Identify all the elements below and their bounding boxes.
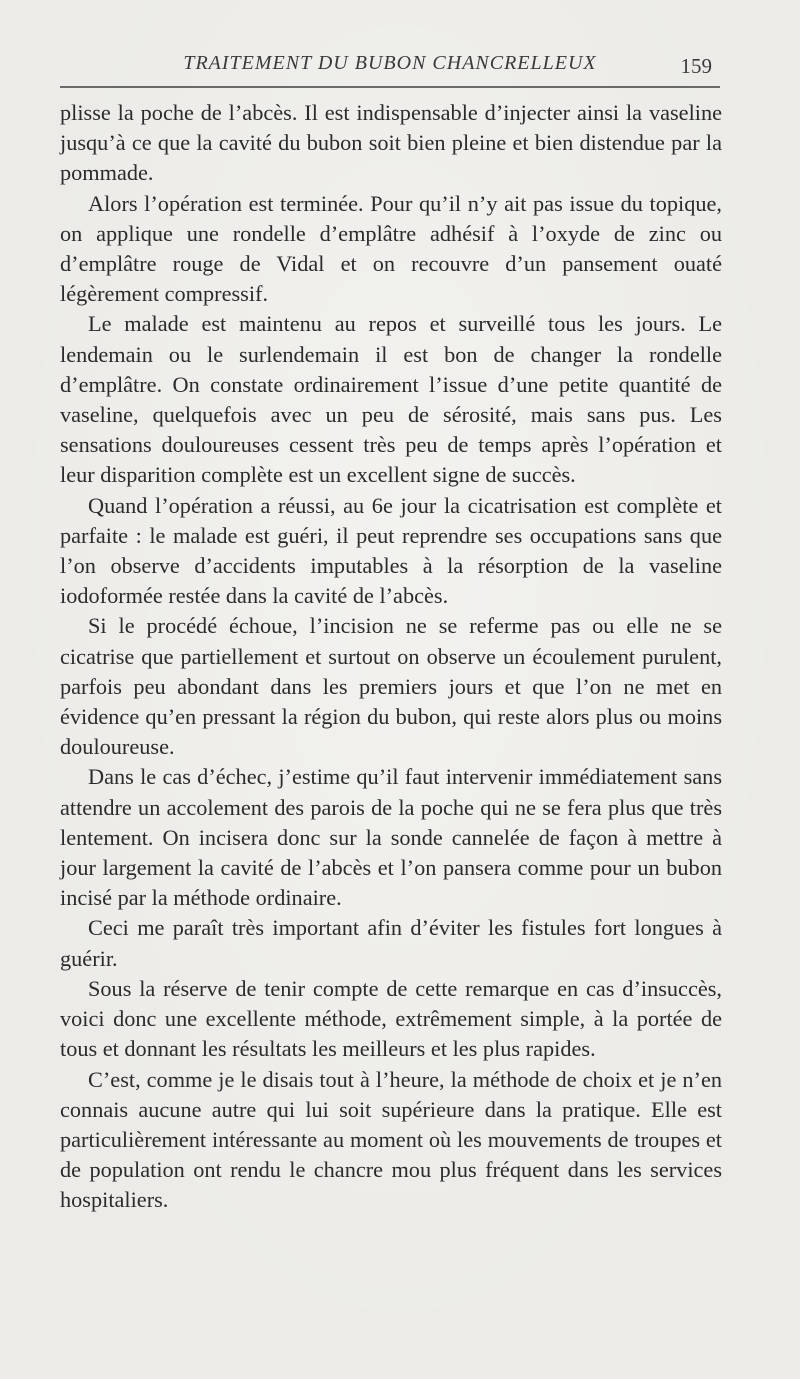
paragraph-operation-end: Alors l’opération est terminée. Pour qu’il n’y ait pas issue du topique, on applique une rondelle d’emplâtre adhésif à l’oxyde de zinc ou d’emplâtre rouge de Vidal et on recouvre d’un pansement ouaté légèrement compressif. [60,190,722,307]
header-rule [60,86,720,88]
body-text [60,98,722,1216]
running-title: TRAITEMENT DU BUBON CHANCRELLEUX [183,52,597,74]
paragraph-method-summary: Sous la réserve de tenir compte de cette remarque en cas d’insuccès, voici donc une excellente méthode, extrêmement simple, à la portée de tous et donnant les résultats les meilleurs et les plus rapides. [60,975,722,1062]
running-header [60,50,720,90]
page-number: 159 [680,54,712,78]
paragraph-rest-observation: Le malade est maintenu au repos et surveillé tous les jours. Le lendemain ou le surlendemain il est bon de changer la rondelle d’emplâtre. On constate ordinairement l’issue d’une petite quantité de vaseline, quelquefois avec un peu de sérosité, mais sans pus. Les sensations douloureuses cessent très peu de temps après l’opération et leur disparition complète est un excellent signe de succès. [60,311,722,488]
paragraph-failure: Si le procédé échoue, l’incision ne se referme pas ou elle ne se cicatrise que partiellement et surtout on observe un écoulement purulent, parfois peu abondant dans les premiers jours et que l’on ne met en évidence qu’en pressant la région du bubon, qui reste alors plus ou moins douloureuse. [60,613,722,760]
paragraph-success: Quand l’opération a réussi, au 6e jour la cicatrisation est complète et parfaite : le malade est guéri, il peut reprendre ses occupations sans que l’on observe d’accidents imputables à la résorption de la vaseline iodoformée restée dans la cavité de l’abcès. [60,492,722,609]
paragraph-importance: Ceci me paraît très important afin d’éviter les fistules fort longues à guérir. [60,915,722,971]
paragraph-intervention: Dans le cas d’échec, j’estime qu’il faut intervenir immédiatement sans attendre un accolement des parois de la poche qui ne se fera plus que très lentement. On incisera donc sur la sonde cannelée de façon à mettre à jour largement la cavité de l’abcès et l’on pansera comme pour un bubon incisé par la méthode ordinaire. [60,764,722,911]
paragraph-continuation: plisse la poche de l’abcès. Il est indispensable d’injecter ainsi la vaseline jusqu’à ce que la cavité du bubon soit bien pleine et bien distendue par la pommade. [60,100,722,186]
paragraph-conclusion: C’est, comme je le disais tout à l’heure, la méthode de choix et je n’en connais aucune autre qui lui soit supérieure dans la pratique. Elle est particulièrement intéressante au moment où les mouvements de troupes et de population ont rendu le chancre mou plus fréquent dans les services hospitaliers. [60,1066,722,1213]
